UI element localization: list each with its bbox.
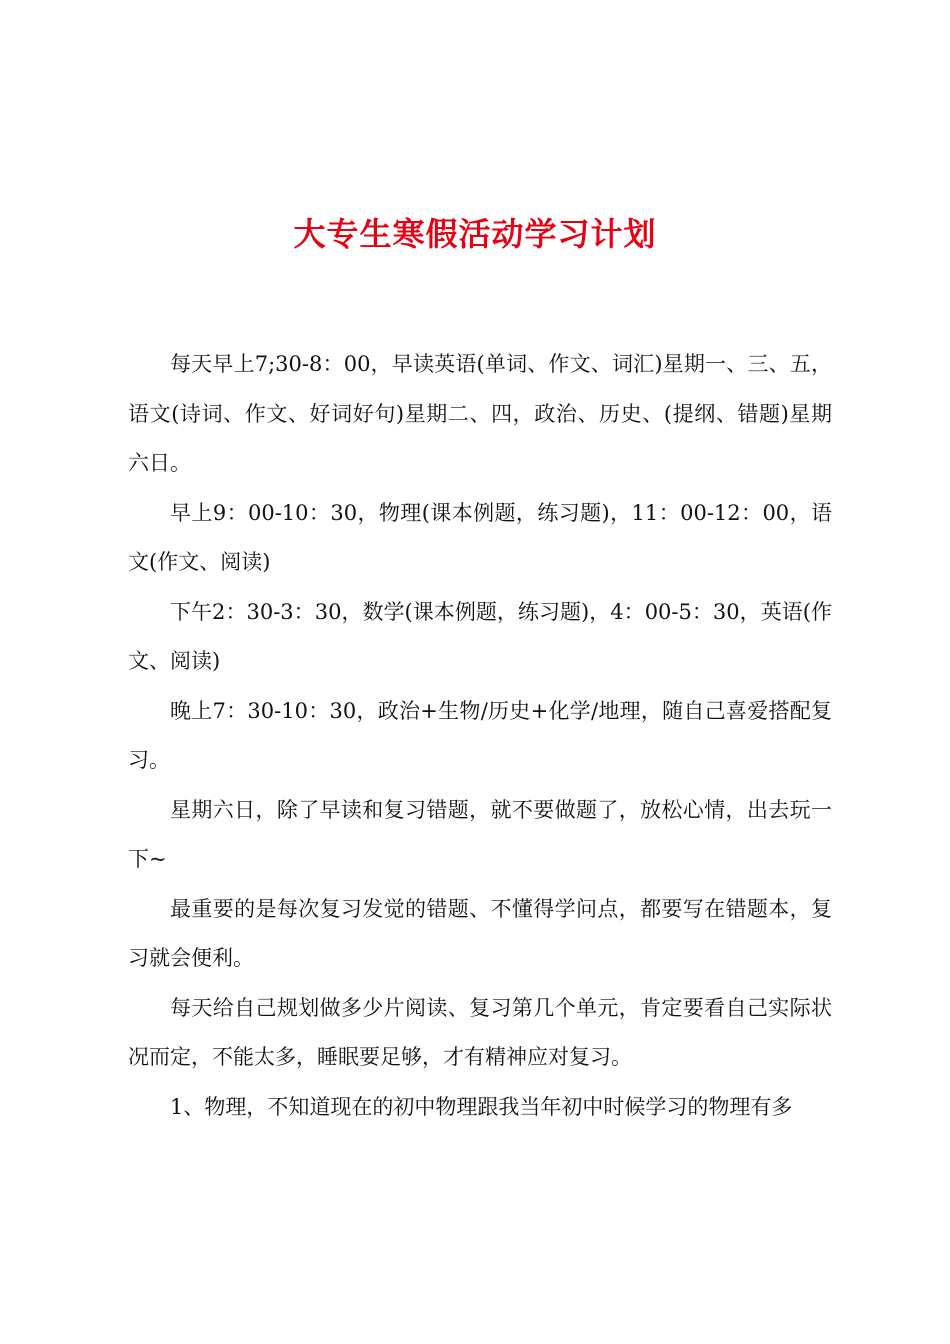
paragraph-afternoon-schedule: 下午2：30-3：30，数学(课本例题，练习题)，4：00-5：30，英语(作文、阅读) — [128, 599, 832, 673]
paragraph-daily-plan: 每天给自己规划做多少片阅读、复习第几个单元，肯定要看自己实际状况而定，不能太多，睡眠要足够，才有精神应对复习。 — [128, 995, 832, 1069]
document-body — [128, 340, 832, 1132]
paragraph-mistake-notebook: 最重要的是每次复习发觉的错题、不懂得学问点，都要写在错题本，复习就会便利。 — [128, 896, 832, 970]
document-title: 大专生寒假活动学习计划 — [293, 215, 657, 253]
paragraph-evening-schedule: 晚上7：30-10：30，政治+生物/历史+化学/地理，随自己喜爱搭配复习。 — [128, 698, 832, 772]
paragraph-weekend: 星期六日，除了早读和复习错题，就不要做题了，放松心情，出去玩一下~ — [128, 797, 832, 871]
paragraph-morning-reading: 每天早上7;30-8：00，早读英语(单词、作文、词汇)星期一、三、五，语文(诗词、作文、好词好句)星期二、四，政治、历史、(提纲、错题)星期六日。 — [128, 352, 832, 475]
paragraph-physics: 1、物理，不知道现在的初中物理跟我当年初中时候学习的物理有多 — [170, 1094, 793, 1119]
paragraph-morning-schedule: 早上9：00-10：30，物理(课本例题，练习题)，11：00-12：00，语文(作文、阅读) — [128, 500, 832, 574]
